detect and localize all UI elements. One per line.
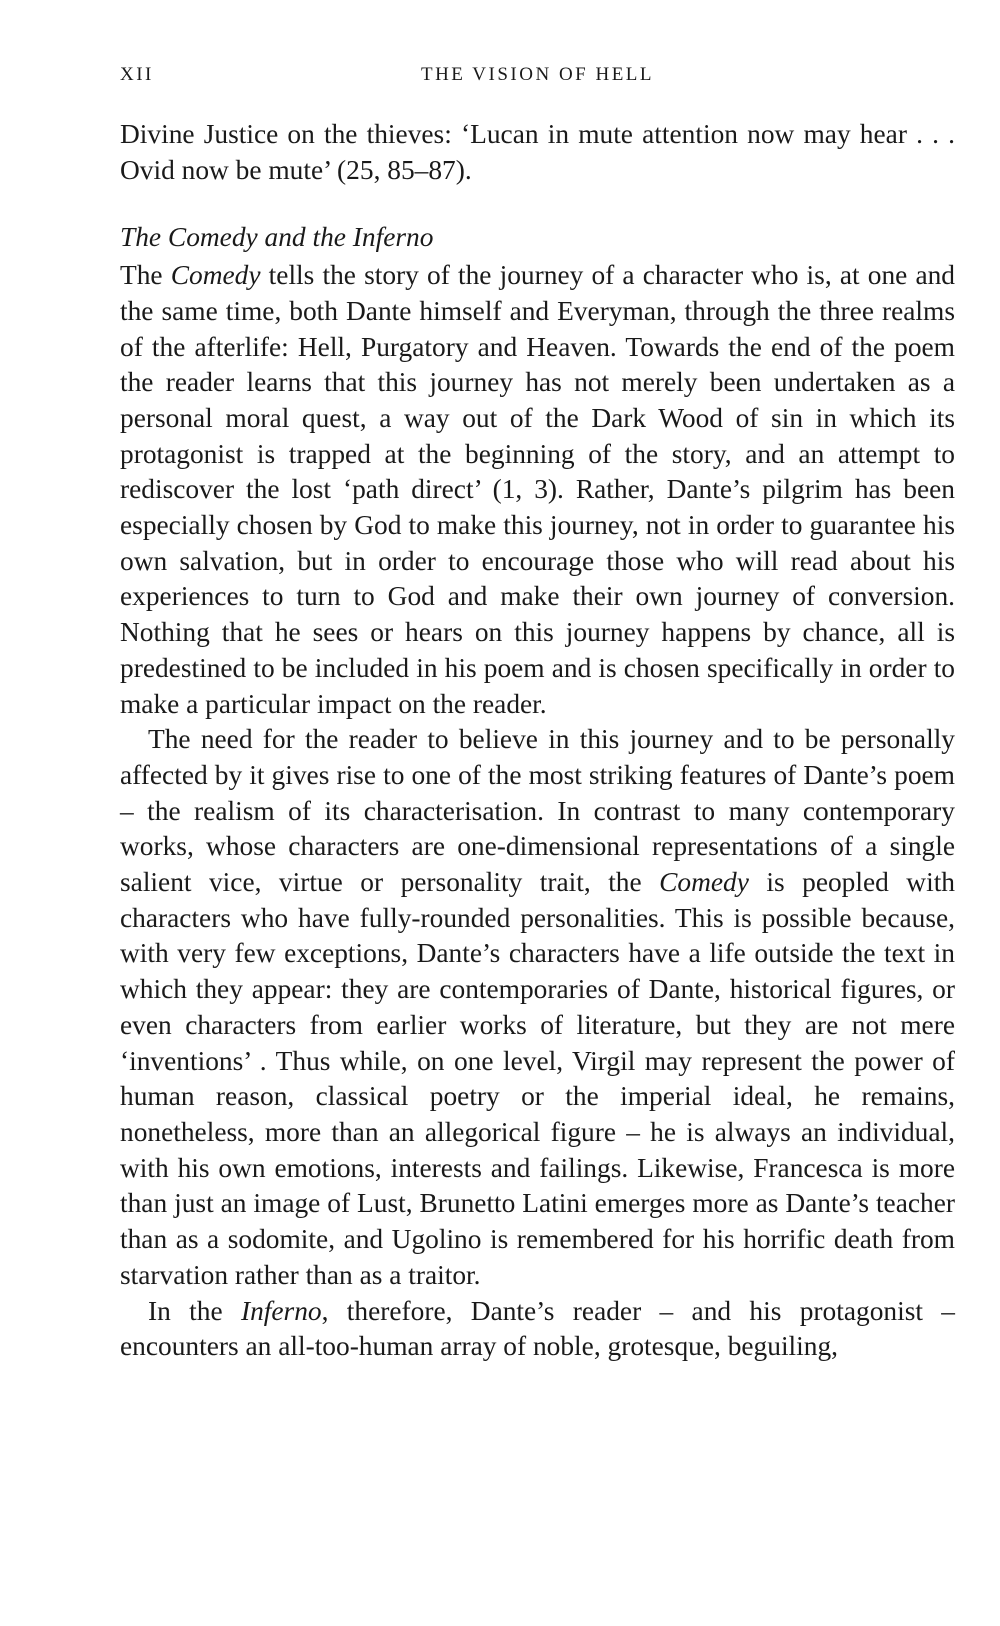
running-head <box>120 64 955 94</box>
body-text <box>120 117 955 1365</box>
section-heading: The Comedy and the Inferno <box>120 222 434 253</box>
paragraph-3 <box>120 1294 955 1365</box>
paragraph-1-rest: tells the story of the journey of a character who is, at one and the same time, both Dante himself and Everyman, through the three realms of the afterlife: Hell, Purgatory and Heaven. Towards the end of the poem the reader learns that this journey has not merely been undertaken as a personal moral quest, a way out of the Dark Wood of sin in which its protagonist is trapped at the beginning of the story, and an attempt to rediscover the lost ‘path direct’ (1, 3). Rather, Dante’s pilgrim has been especially chosen by God to make this journey, not in order to guarantee his own salvation, but in order to encourage those who will read about his experiences to turn to God and make their own journey of conversion. Nothing that he sees or hears on this journey happens by chance, all is predestined to be included in his poem and is chosen specifically in order to make a particular impact on the reader. <box>120 260 955 719</box>
paragraph-1-start: The <box>120 260 171 291</box>
paragraph-3-start: In the <box>148 1295 241 1326</box>
paragraph-continued: Divine Justice on the thieves: ‘Lucan in mute attention now may hear . . . Ovid now be mute’ (25, 85–87). <box>120 119 955 185</box>
page-number: XII <box>120 64 154 85</box>
running-title: THE VISION OF HELL <box>420 64 655 85</box>
paragraph-2-rest: is peopled with characters who have fully-rounded personalities. This is possible because, with very few exceptions, Dante’s characters have a life outside the text in which they appear: they are contemporaries of Dante, historical figures, or even characters from earlier works of literature, but they are not mere ‘inventions’ . Thus while, on one level, Virgil may represent the power of human reason, classical poetry or the imperial ideal, he remains, nonetheless, more than an allegorical figure – he is always an individual, with his own emotions, interests and failings. Likewise, Francesca is more than just an image of Lust, Brunetto Latini emerges more as Dante’s teacher than as a sodomite, and Ugolino is remembered for his horrific death from starvation rather than as a traitor. <box>120 867 956 1290</box>
paragraph-2-start: The need for the reader to believe in this journey and to be personally affected by it gives rise to one of the most striking features of Dante’s poem – the realism of its characterisation. In contrast to many contemporary works, whose characters are one-dimensional representations of a single salient vice, virtue or personality trait, the <box>120 724 955 898</box>
paragraph-1 <box>120 258 955 722</box>
title-comedy: Comedy <box>170 260 261 291</box>
paragraph-2 <box>120 722 955 1293</box>
paragraph-3-rest: , therefore, Dante’s reader – and his protagonist – encounters an all-too-human array of noble, grotesque, beguiling, <box>120 1295 955 1362</box>
title-comedy: Comedy <box>659 867 749 898</box>
title-inferno: Inferno <box>240 1295 322 1326</box>
